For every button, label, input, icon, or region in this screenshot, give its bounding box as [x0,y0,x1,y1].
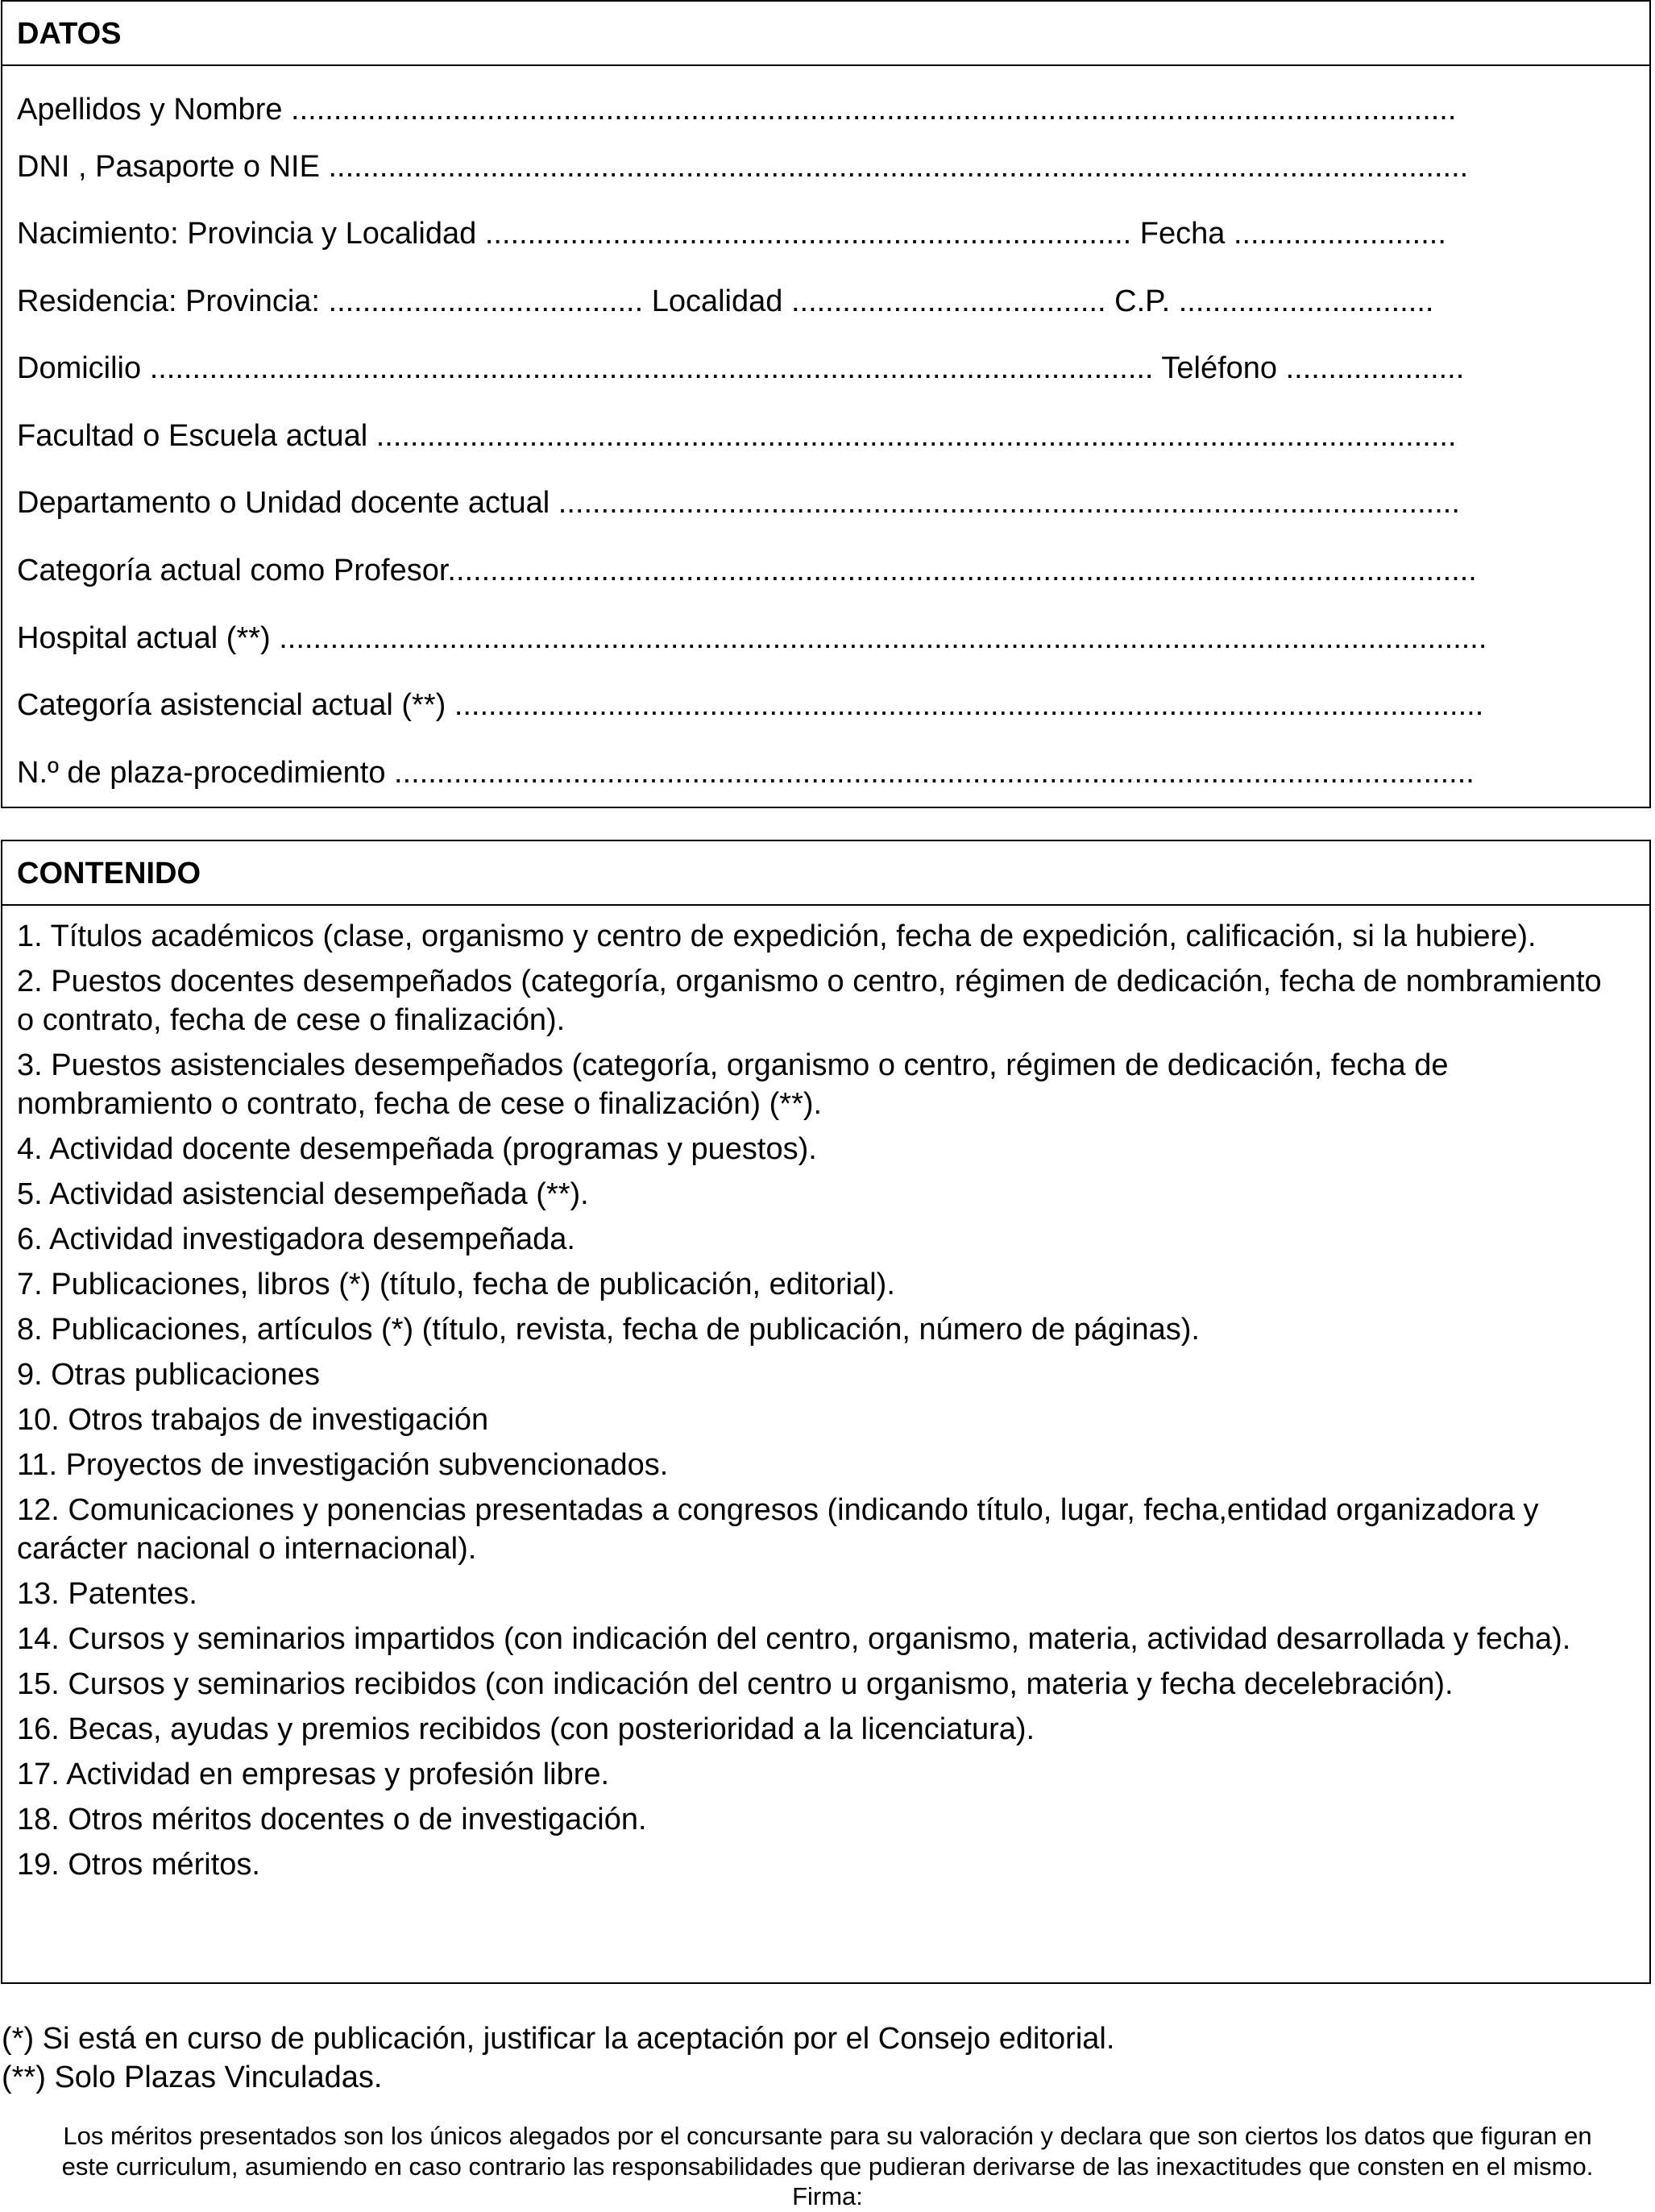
field-dni-pasaporte-nie: DNI , Pasaporte o NIE ...................................................................................................................................... [17,150,1469,184]
list-item: 19. Otros méritos. [17,1848,260,1882]
field-departamento: Departamento o Unidad docente actual .......................................................................................................... [17,486,1460,520]
datos-section [1,0,1651,808]
list-item: 15. Cursos y seminarios recibidos (con indicación del centro u organismo, materia y fecha decelebración). [17,1667,1454,1701]
declaration-line-2: este curriculum, asumiendo en caso contrario las responsabilidades que pudieran derivarse de las inexactitudes que consten en el mismo. [61,2152,1594,2181]
signature-label: Firma: [792,2182,863,2210]
list-item: 8. Publicaciones, artículos (*) (título, revista, fecha de publicación, número de páginas). [17,1313,1200,1347]
field-residencia: Residencia: Provincia: ..................................... Localidad ..................................... C.P. .............................. [17,284,1434,318]
list-item: 6. Actividad investigadora desempeñada. [17,1222,575,1256]
datos-header: DATOS [2,2,1649,66]
list-item: 10. Otros trabajos de investigación [17,1403,489,1437]
list-item: 18. Otros méritos docentes o de investigación. [17,1803,647,1836]
footnote-plazas-vinculadas: (**) Solo Plazas Vinculadas. [2,2061,383,2094]
field-plaza-procedimiento: N.º de plaza-procedimiento ............................................................................................................................... [17,756,1475,790]
field-categoria-profesor: Categoría actual como Profesor......................................................................................................................... [17,554,1477,587]
field-facultad-escuela: Facultad o Escuela actual ............................................................................................................................... [17,419,1457,453]
contenido-header: CONTENIDO [2,841,1649,906]
list-item: 4. Actividad docente desempeñada (programas y puestos). [17,1132,817,1166]
list-item: 13. Patentes. [17,1577,197,1611]
field-categoria-asistencial: Categoría asistencial actual (**) ......................................................................................................................... [17,688,1484,722]
field-hospital: Hospital actual (**) .............................................................................................................................................. [17,621,1487,655]
list-item: 7. Publicaciones, libros (*) (título, fecha de publicación, editorial). [17,1268,895,1301]
list-item: 17. Actividad en empresas y profesión libre. [17,1758,610,1791]
list-item: 16. Becas, ayudas y premios recibidos (con posterioridad a la licenciatura). [17,1712,1035,1746]
list-item: 9. Otras publicaciones [17,1358,320,1392]
list-item: 11. Proyectos de investigación subvencionados. [17,1448,669,1482]
field-nacimiento: Nacimiento: Provincia y Localidad ............................................................................ Fecha ......................... [17,217,1446,251]
list-item: 1. Títulos académicos (clase, organismo y centro de expedición, fecha de expedición, calificación, si la hubiere). [17,919,1537,953]
list-item: 5. Actividad asistencial desempeñada (**). [17,1177,589,1211]
list-item: 12. Comunicaciones y ponencias presentadas a congresos (indicando título, lugar, fecha,entidad organizadora y carácter nacional o internacional). [17,1493,1539,1566]
contenido-list [2,906,1649,1884]
list-item: 3. Puestos asistenciales desempeñados (categoría, organismo o centro, régimen de dedicación, fecha de nombramiento o contrato, fecha de cese o finalización) (**). [17,1048,1449,1121]
list-item: 14. Cursos y seminarios impartidos (con indicación del centro, organismo, materia, actividad desarrollada y fecha). [17,1622,1571,1656]
list-item: 2. Puestos docentes desempeñados (categoría, organismo o centro, régimen de dedicación, fecha de nombramiento o contrato, fecha de cese o finalización). [17,965,1602,1037]
declaration-line-1: Los méritos presentados son los únicos alegados por el concursante para su valoración y declara que son ciertos los datos que figuran en [63,2122,1592,2150]
contenido-section [1,840,1651,1984]
field-domicilio: Domicilio ...................................................................................................................... Teléfono ..................... [17,351,1465,385]
field-apellidos-nombre: Apellidos y Nombre ......................................................................................................................................... [17,93,1457,127]
footnote-publicacion: (*) Si está en curso de publicación, justificar la aceptación por el Consejo editorial. [2,2022,1115,2056]
